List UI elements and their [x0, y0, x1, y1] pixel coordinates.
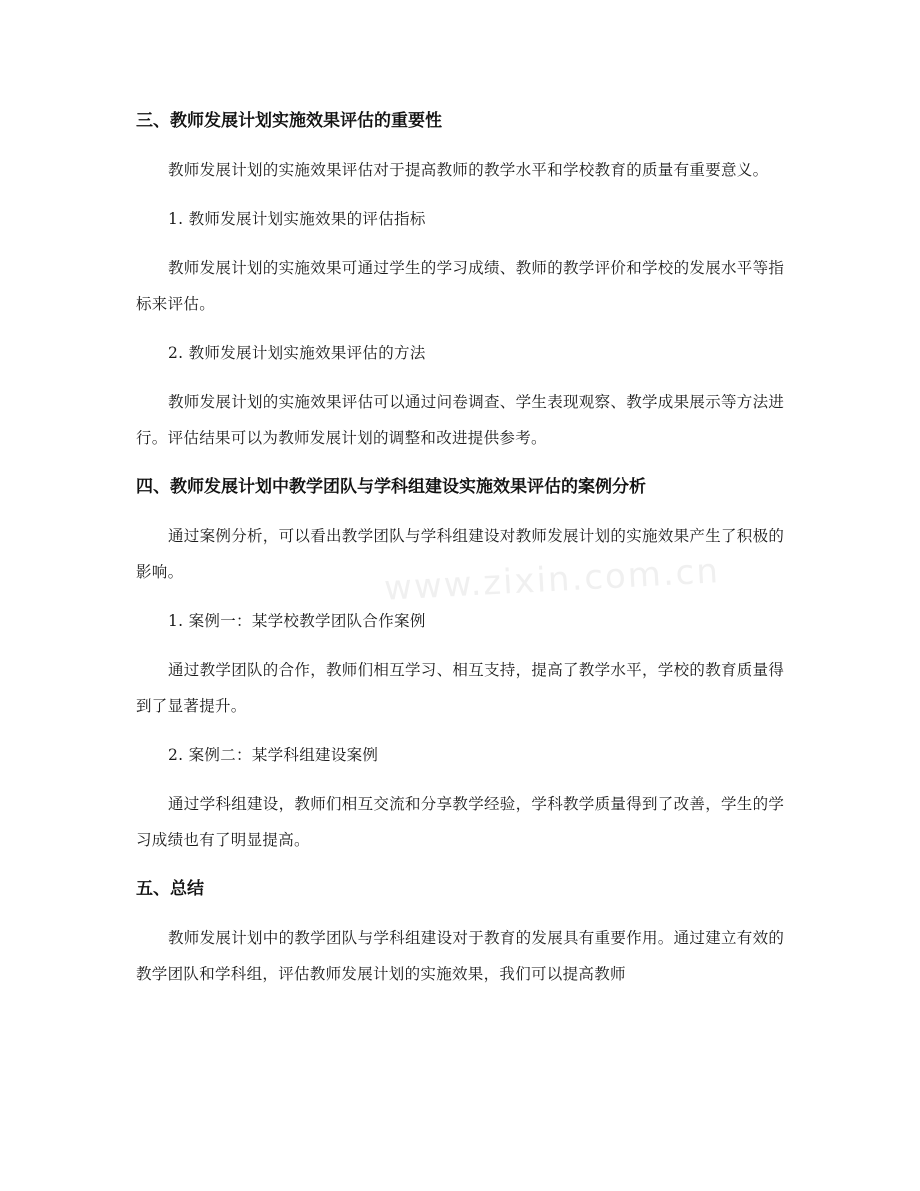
- section-heading: 三、教师发展计划实施效果评估的重要性: [136, 111, 442, 131]
- subsection-label: 1. 教师发展计划实施效果的评估指标: [168, 210, 426, 228]
- paragraph: 教师发展计划的实施效果评估对于提高教师的教学水平和学校教育的质量有重要意义。: [168, 161, 769, 179]
- paragraph: 教师发展计划中的教学团队与学科组建设对于教育的发展具有重要作用。通过建立有效的教学团队和学科组，评估教师发展计划的实施效果，我们可以提高教师: [136, 929, 785, 983]
- document-body: [136, 103, 786, 992]
- paragraph: 教师发展计划的实施效果可通过学生的学习成绩、教师的教学评价和学校的发展水平等指标来评估。: [136, 259, 785, 313]
- subsection-label: 1. 案例一：某学校教学团队合作案例: [168, 612, 426, 630]
- paragraph: 通过案例分析，可以看出教学团队与学科组建设对教师发展计划的实施效果产生了积极的影响。: [136, 527, 785, 581]
- paragraph: 通过教学团队的合作，教师们相互学习、相互支持，提高了教学水平，学校的教育质量得到了显著提升。: [136, 661, 785, 715]
- section-heading: 四、教师发展计划中教学团队与学科组建设实施效果评估的案例分析: [136, 477, 646, 497]
- section-heading: 五、总结: [136, 879, 204, 899]
- watermark: www.zixin.com.cn: [383, 551, 721, 609]
- paragraph: 教师发展计划的实施效果评估可以通过问卷调查、学生表现观察、教学成果展示等方法进行。评估结果可以为教师发展计划的调整和改进提供参考。: [136, 393, 785, 447]
- subsection-label: 2. 教师发展计划实施效果评估的方法: [168, 344, 426, 362]
- paragraph: 通过学科组建设，教师们相互交流和分享教学经验，学科教学质量得到了改善，学生的学习成绩也有了明显提高。: [136, 795, 785, 849]
- subsection-label: 2. 案例二：某学科组建设案例: [168, 746, 379, 764]
